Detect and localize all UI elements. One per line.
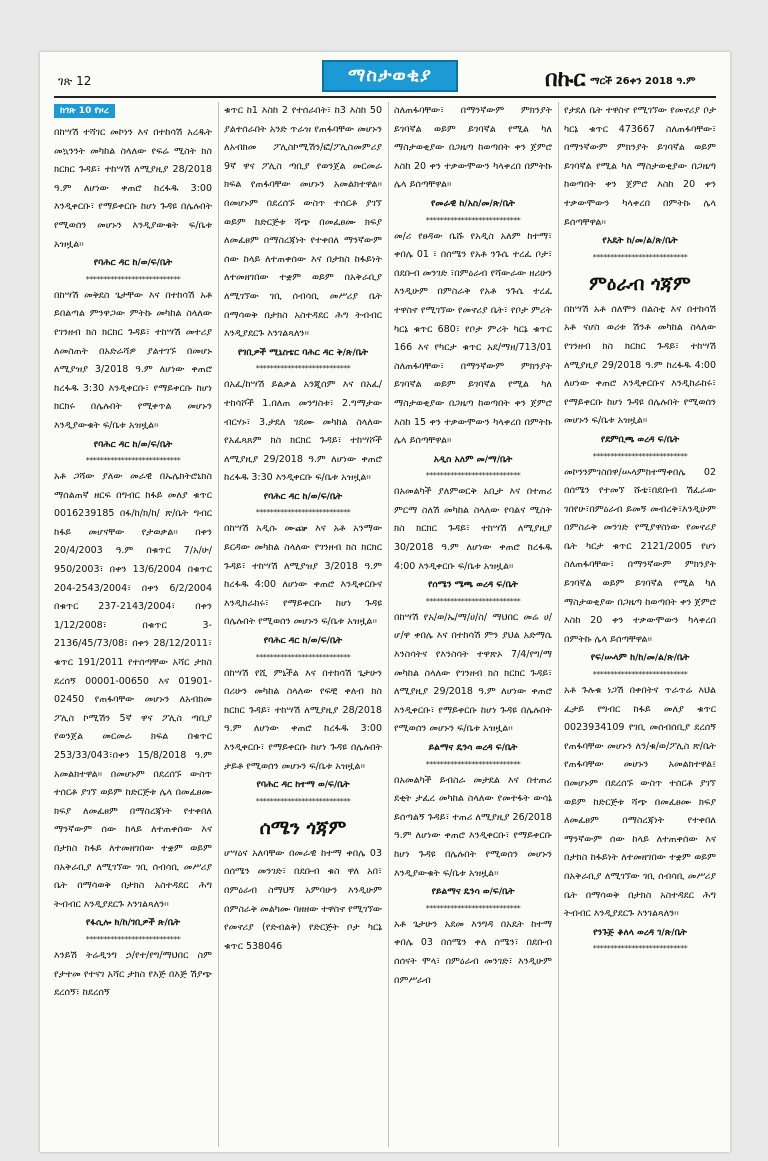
separator: *************************** bbox=[592, 252, 688, 262]
separator: *************************** bbox=[85, 934, 181, 944]
section-banner: ማስታወቂያ bbox=[322, 60, 458, 92]
notice-body: ሆሣዕና አለባቸው በመራዊ ከተማ ቀበሌ 03 በሰሜን መንገድ፣ በደቡብ ቁስ ዋለ አበ፣ በምዕራብ ስማህኝ አምባሁን እንዲሁም በምስራቅ መልካሙ ባዘዘው ተዋስኖ የሚገኘው የመኖሪያ (የድብልቅ) የድርጅት ቦታ ካርኔ ቁጥር 538046 bbox=[224, 847, 382, 952]
column-4 bbox=[564, 102, 716, 1147]
column-divider bbox=[218, 102, 219, 1147]
continued-from-tag: ከገጽ 10 የዞረ bbox=[54, 104, 115, 118]
column-3 bbox=[394, 102, 552, 1147]
notice bbox=[564, 102, 716, 251]
newspaper-name: በኩር bbox=[545, 66, 586, 92]
notice-signature: የባሕር ዳር ከ/ወ/ፍ/ቤት bbox=[93, 439, 173, 450]
column-1 bbox=[54, 102, 212, 1147]
notice-signature: የመራዊ ከ/አስ/መ/ጽ/ቤት bbox=[430, 198, 516, 209]
notice-body: አቶ ጋሻው ያለው መራዊ በኤሌክትሮኒክስ ማሰልጠኛ ዘርፍ በግብር ከፋይ መለያ ቁጥር 0016239185 በፋ/ከ/ክ/ከ/ ጽ/ቤት ግብር ከፋይ መሆናቸው የታወቃል፡፡ በቀን 20/4/2003 ዓ.ም በቁጥር 7/አ/ሁ/ 950/2003፣ በቀን 13/6/2004 በቁጥር 204-2543/2004፣ በቀን 6/2/2004 በቁጥር 237-2143/2004፣ በቀን 1/12/2008፣ በቁጥር 3-2136/45/73/08፣ በቀን 28/12/2011፣ ቁጥር 191/2011 የተሰጣቸው አሻር ታክስ ደረሰኝ 00001-00650 እና 01901-02450 የጠፋባቸው መሆኑን ለአብክመ ፖሊስ ኮሚሽን 5ኛ ዋና ፖሊስ ጣቢያ የወንጀል መርመራ ክፍል በቁጥር 253/33/043፣በቀን 15/8/2018 ዓ.ም አመልክተዋል፡፡ በመሆኑም በደረሰኙ ውስጥ ተሰርቶ ያገኘ ወይም ከድርጅቱ ሌላ በመፈፀሙ ክፍያ ለመፈፀም በማስረጃነት የተቀበለ ማንኛውም ሰው ከላይ ለተጠቀሰው እና በታክስ ከፋይ ለተመዘገበው ተቋም ወይም በአቅራቢያ ለሚገኘው ገቢ ሰብሳቢ መሥሪያ ቤት በማሳወቅ በታክስ አስተዳደር ሕግ ትብብር እንዲያደርጉ እንገልጻለን፡፡ bbox=[54, 471, 212, 910]
separator: *************************** bbox=[592, 944, 688, 954]
notice-signature: ይልማና ዴንሳ ወረዳ ፍ/ቤት bbox=[428, 743, 518, 753]
separator: *************************** bbox=[255, 652, 351, 662]
notice-body: መኮንንምገስበዋ/ሡላምከተማቀበሌ 02 በሰሜን የተመኘ ሹቴ፣በደቡብ ሽፈራው ገበየሁ፣በምዕራብ ይመኝ መብረቅ፣እንዲሁም በምስራቅ መንገድ የሚያዋስነው የመኖሪያ ቤት ካርታ ቁጥር 2121/2005 የሆነ ስለጠፋባቸው፣ በማንኛውም ምክንያት ይገባኛል ወይም ይገባኛል የሚል ካለ ማስታወቂያው በጋዜጣ ከወጣበት ቀን ጀምሮ እስከ 20 ቀን ተቃውሞውን ካላቀረበ በምትኩ ሌላ ይሰጣቸዋል፡፡ bbox=[564, 466, 716, 645]
notice bbox=[224, 376, 382, 506]
notice bbox=[224, 102, 382, 362]
notice bbox=[564, 301, 716, 450]
notice-signature: የገቢዎች ሚኒስቴር ባሕር ዳር ቅ/ጽ/ቤት bbox=[237, 347, 369, 358]
separator: *************************** bbox=[255, 796, 351, 806]
notice bbox=[394, 228, 552, 470]
separator: *************************** bbox=[255, 364, 351, 374]
separator: *************************** bbox=[425, 471, 521, 481]
notice bbox=[564, 682, 716, 942]
notice-signature: የሰሜን ሜጫ ወረዳ ፍ/ቤት bbox=[428, 580, 518, 591]
notice-body: በከሣሽ አዲሱ ሙጬ እና አቶ አንማው ይርዳው መካከል ስላለው የገንዘብ ክስ ክርክር ጉዳይ፣ ተከሣሽ ለሚያዝያ 3/2018 ዓ.ም ከረፋዱ 4:00 ለሆነው ቀጠሮ እንዲቀርቡና እንዲከራከሩ፣ የማይቀርቡ ከሆነ ጉዳዩ በሌሉበት የሚወሰን መሆኑን ፍ/ቤቱ አዝዟል፡፡ bbox=[224, 523, 382, 628]
notice-body: እንይሽ ትሬዲንግ ኃ/የተ/የግ/ማህበር ስም የታተመ የተናገ አሻር ታክስ የእጅ በእጅ ሽያጭ ደረሰኝ፣ ከደረሰኝ bbox=[54, 949, 212, 999]
separator: *************************** bbox=[425, 596, 521, 606]
notice-signature: የይልማና ዴንሳ ወ/ፍ/ቤት bbox=[431, 887, 515, 898]
notice-body: የታደለ ቤት ተዋስኖ የሚገኘው የመኖሪያ ቦታ ካርኔ ቁጥር 473667 ስለጠፋባቸው፣ በማንኛውም ምክንያት ይገባኛል ወይም ይገባኛል የሚል ካለ ማስታወቂያው በጋዜጣ ከወጣበት ቀን ጀምሮ እስከ 20 ቀን ተቃውሞውን ካላቀረበ በምትኩ ሌላ ይሰጣቸዋል፡፡ bbox=[564, 105, 716, 228]
newspaper-page bbox=[40, 52, 730, 1152]
notice-signature: የንጉጅ ቆለላ ወረዳ ገ/ጽ/ቤት bbox=[593, 927, 687, 938]
separator: *************************** bbox=[85, 274, 181, 284]
notice-signature: የደምቢጫ ወረዳ ፍ/ቤት bbox=[600, 434, 680, 445]
notice bbox=[394, 609, 552, 758]
notice bbox=[224, 520, 382, 650]
page-header bbox=[40, 52, 730, 96]
notice-body: በከሣሽ የአ/ወ/ኤ/ማ/ሀ/ስ/ ማህበር መሬ ሀ/ሆ/ዋ ቀበሌ እና በተከሳሽ ምን ያህል አድማሴ እንስሳትና የእንስሳት ተዋጽኦ 7/4/የግ/ማ መካከል ስላለው የገንዘብ ክስ ክርክር ጉዳይ፣ ለሚያዚያ 29/2018 ዓ.ም ለሆነው ቀጠሮ እንዲቀርቡ፣ የማይቀርቡ ከሆነ ጉዳዩ በሌሉበት የሚወሰን መሆኑን ፍ/ቤቱ አዝዟል፡፡ bbox=[394, 611, 552, 735]
separator: *************************** bbox=[592, 451, 688, 461]
notice-body: መ/ሪ የፀዳው ቤሹ የአዲስ አለም ከተማ፣ ቀበሌ 01 ፣ በሰሜን የአቶ ንጉሴ ተረፈ ቦታ፣ በደቡብ መንገድ ፣በምዕራብ የሻውራው ዘሪሁን እንዲሁም በምስራቅ የአቶ ንጉሴ ተረፈ ተዋስኖ የሚገኘው የመኖሪያ ቤት፣ የቦታ ምሪት ካርኔ ቁጥር 680፣ የቦታ ምሪት ካርኔ ቁጥር 166 እና የካርታ ቁጥር አደ/ማዘ/713/01 ስለጠፋባቸው፣ በማንኛውም ምክንያት ይገባኛል ወይም ይገባኛል የሚል ካለ ማስታወቂያው በጋዜጣ ከወጣበት ቀን ጀምሮ እስከ 15 ቀን ተቃውሞውን ካላቀረበ በምትኩ ሌላ ይሰጣቸዋል፡፡ bbox=[394, 230, 552, 447]
notice-body: በአመልካች ይብስራ መታደል እና በተጠሪ ደቂት ታፈረ መካከል ስላለው የመተፋት ውሳኔ ይሰጣልኝ ጉዳይ፣ ተጠሪ ለሚያዚያ 26/2018 ዓ.ም ለሆነው ቀጠሮ እንዲቀርቡ፣ የማይቀርቡ ከሆነ ጉዳዩ በሌሉበት የሚወሰን መሆኑን እንዲያውቁት ፍ/ቤቱ አዝዟል፡፡ bbox=[394, 774, 552, 879]
separator: *************************** bbox=[255, 508, 351, 518]
notice-body: በከሣሽ ተሻገር መኮነን እና በተከሳሽ አረዱት መኳንንት መካከል ስላለው የፍሬ ሚስት ክስ ክርክር ጉዳይ፣ ተከሣሽ ለሚያዚያ 28/2018 ዓ.ም ለሆነው ቀጠሮ ከረፋዱ 3:00 እንዲቀርቡ፣ የማይቀርቡ ከሆነ ጉዳዩ በሌሉበት የሚወሰን መሆኑን እንዲያውቁት ፍ/ቤቱ አዝዟል፡፡ bbox=[54, 127, 212, 250]
notice bbox=[54, 124, 212, 273]
notice-body: በከሣሽ የሺ ምኒችል እና በተከሳሽ ጌታሁን በሪሁን መካከል ስላለው የፍቺ ቀለብ ክስ ክርክር ጉዳይ፣ ተከሣሽ ለሚያዚያ 28/2018 ዓ.ም ለሆነው ቀጠሮ ከረፋዱ 3:00 እንዲቀርቡ፣ የማይቀርቡ ከሆነ ጉዳዩ በሌሉበት ታይቶ የሚወሰን መሆኑን ፍ/ቤቱ አዝዟል፡፡ bbox=[224, 667, 382, 772]
notice bbox=[394, 483, 552, 595]
separator: *************************** bbox=[85, 456, 181, 466]
notice-body: ስለጠፋባቸው፣ በማንኛውም ምክንያት ይገባኛል ወይም ይገባኛል የሚል ካለ ማስታወቂያው በጋዜጣ ከወጣበት ቀን ጀምሮ እስከ 20 ቀን ተቃውሞውን ካላቀረበ በምትኩ ሌላ ይሰጣቸዋል፡፡ bbox=[394, 105, 552, 191]
notice-body: አቶ ጉሉቁ ነጋሽ በቀበትና ጥራጥሬ እህል ፈታይ የግብር ከፋይ መለያ ቁጥር 0023934109 የገቢ መሰብሰቢያ ደረሰኝ የጠፋባቸው መሆኑን ለን/ቁ/ወ/ፖሊስ ጽ/ቤት የጠፋባቸው መሆኑን አመልክተዋል፤ በመሆኑም በደረሰኙ ውስጥ ተሰርቶ ያገኘ ወይም ከድርጅቱ ሻጭ በመፈፀሙ ክፍያ ለመፈፀም በማስረጃነት የተቀበለ ማንኛውም ሰው ከላይ ለተጠቀሰው እና በታክስ ከፋይነት ለተመዘገበው ተቋም ወይም በአቅራቢያ ለሚገኘው ገቢ ሰብሳቢ መሥሪያ ቤት በማሳወቅ በታክስ አስተዳደር ሕግ ትብብር እንዲያደርጉ እንገልጻለን፡፡ bbox=[564, 685, 716, 920]
notice-signature: የባሕር ዳር ከ/ወ/ፍ/ቤት bbox=[263, 491, 343, 502]
column-divider bbox=[558, 102, 559, 1147]
notice-signature: የፍ/ሡላም ከ/ከ/መ/ል/ጽ/ቤት bbox=[590, 653, 690, 664]
notice bbox=[54, 947, 212, 1003]
header-rule bbox=[54, 96, 716, 98]
notice-signature: የባሕር ዳር ከተማ ወ/ፍ/ቤት bbox=[256, 780, 350, 791]
separator: *************************** bbox=[425, 759, 521, 769]
columns bbox=[54, 102, 716, 1147]
notice-body: በአመልካች ያለምወርቅ አቢታ እና በተጠሪ ምርማ ስለሽ መካከል ስላለው የባልና ሚስት ክስ ክርክር ጉዳይ፣ ተከሣሽ ለሚያዚያ 30/2018 ዓ.ም ለሆነው ቀጠሮ ከረፋዱ 4:00 እንዲቀርቡ ፍ/ቤቱ አዝዟል፡፡ bbox=[394, 486, 552, 572]
notice-signature: አዲስ አለም መ/ማ/ቤት bbox=[433, 454, 513, 465]
issue-date: ማርች 26ቀን 2018 ዓ.ም bbox=[590, 76, 696, 87]
notice bbox=[394, 102, 552, 214]
section-heading-north-gojjam: ሰሜን ጎጃም bbox=[259, 816, 347, 839]
notice bbox=[54, 287, 212, 454]
column-divider bbox=[388, 102, 389, 1147]
notice bbox=[224, 845, 382, 957]
section-heading-west-gojjam: ምዕራብ ጎጃም bbox=[589, 272, 691, 295]
separator: *************************** bbox=[425, 215, 521, 225]
notice-signature: የባሕር ዳር ከ/ወ/ፍ/ቤት bbox=[93, 258, 173, 269]
notice bbox=[394, 772, 552, 902]
notice-signature: የአዴት ከ/መ/ል/ጽ/ቤት bbox=[602, 236, 678, 247]
notice-body: ቁጥር ከ1 እስከ 2 የተሰራበት፣ ከ3 እስከ 50 ያልተሰራበት አንድ ጥራዝ የጠፋባቸው መሆኑን ለአብክመ ፖሊስኮሚሽን/ፎ/ፖሊስመምሪያ 9ኛ ዋና ፖሊስ ጣቢያ የወንጀል መርመራ ክፍል የጠፋባቸው መሆኑን አመልክተዋል፡፡ በመሆኑም በደረሰኙ ውስጥ ተሰርቶ ያገኘ ወይም ከድርጅቱ ሻጭ በመፈፀሙ ክፍያ ለመፈፀም በማስረጃነት የተቀበለ ማንኛውም ሰው ከላይ ለተጠቀሰው እና በታክስ ከፋይነት ለተመዘገበው ተቋም ወይም በአቅራቢያ ለሚገኘው ገቢ ሰብሳቢ መሥሪያ ቤት በማሳወቅ በታክስ አስተዳደር ሕግ ትብብር እንዲያደርጉ እንገልጻለን፡፡ bbox=[224, 105, 382, 340]
separator: *************************** bbox=[425, 903, 521, 913]
notice-signature: የባሕር ዳር ከ/ወ/ፍ/ቤት bbox=[263, 636, 343, 647]
page-number: ገጽ 12 bbox=[58, 74, 92, 88]
notice-body: በከሣሽ አቶ ሰለሞን በልስቲ እና በተከሳሽ አቶ ናሆስ ወሪቱ ሽንቶ መካከል ስላለው የገንዘብ ክስ ክርክር ጉዳይ፣ ተከሣሽ ለሚያዚያ 29/2018 ዓ.ም ከረፋዱ 4:00 ለሆነው ቀጠሮ እንዲቀርቡና እንዲከራከሩ፣ የማይቀርቡ ከሆነ ጉዳዩ በሌሉበት የሚወሰን መሆኑን ፍ/ቤቱ አዝዟል፡፡ bbox=[564, 303, 716, 427]
notice-signature: የፋሲሎ ክ/ከ/ገቢዎች ጽ/ቤት bbox=[85, 918, 181, 929]
separator: *************************** bbox=[592, 670, 688, 680]
column-2 bbox=[224, 102, 382, 1147]
notice bbox=[54, 468, 212, 933]
notice-body: በአፈ/ከሣሽ ይልቃል አንጂሰም እና በአፈ/ተከሳሾች 1.በለጠ መንግስቱ፣ 2.ግማታው ብርሃኑ፣ 3.ታደለ ገደሙ መካከል ስላለው የአፈጻጸም ክስ ክርክር ጉዳይ፣ ተከሣሾች ለሚያዚያ 29/2018 ዓ.ም ለሆነው ቀጠሮ ከረፋዱ 3:30 እንዲቀርቡ ፍ/ቤቱ አዝዟል፡፡ bbox=[224, 379, 382, 484]
notice bbox=[394, 916, 552, 990]
notice-body: አቶ ጌታሁን አደመ እንግዳ በአዴት ከተማ ቀበሌ 03 በሰሜን ቀለ ሰሜን፣ በደቡብ ሰሰናት ሞላ፣ በምዕራብ መንገድ፣ እንዲሁም በምሥራብ bbox=[394, 918, 552, 986]
notice bbox=[564, 464, 716, 669]
notice bbox=[224, 665, 382, 795]
notice-body: በከሣሽ መቅደስ ጌታቸው እና በተከሳሽ አቶ ይበልጣል ምንዋጋው ምትኩ መካከል ስላለው የገንዘብ ክስ ክርክር ጉዳይ፣ ተከሣሽ መተሪያ ለመስጠት በአድራሻዎ ያልተገኙ በመሆኑ ለሚያዝያ 3/2018 ዓ.ም ለሆነው ቀጠሮ ከረፋዱ 3:30 እንዲቀርቡ፣ የማይቀርቡ ከሆነ ክርክሩ በሌሉበት የሚቀጥል መሆኑን እንዲያውቁት ፍ/ቤቱ አዝዟል፡፡ bbox=[54, 289, 212, 431]
